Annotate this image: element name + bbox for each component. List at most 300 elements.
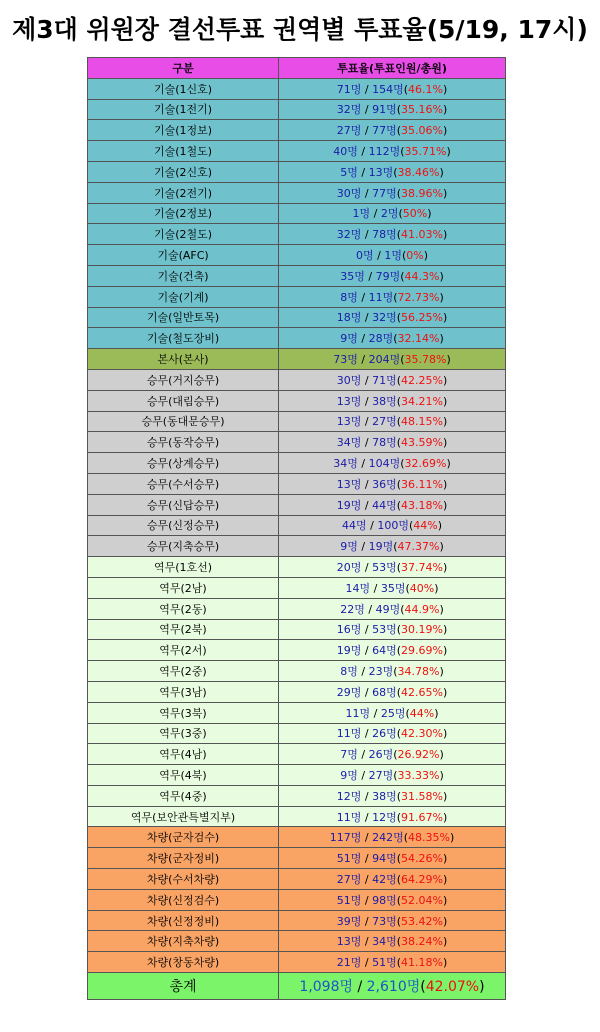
- total-count: 53명: [372, 561, 397, 575]
- total-count: 11명: [368, 290, 394, 304]
- paren-close: ): [439, 269, 444, 283]
- separator: /: [370, 706, 381, 720]
- voted-count: 8명: [340, 665, 358, 678]
- row-category: 기술(기계): [88, 286, 279, 307]
- paren-close: ): [439, 602, 444, 616]
- row-turnout: [279, 640, 506, 661]
- voted-count: 11명: [336, 727, 362, 741]
- voted-count: 14명: [345, 581, 371, 595]
- paren-open: (: [396, 394, 401, 408]
- turnout-rate: 42.25%: [401, 373, 443, 387]
- turnout-rate: 32.14%: [397, 332, 440, 346]
- table-row: [88, 307, 506, 328]
- table-row: [88, 99, 506, 120]
- row-turnout: [279, 577, 506, 598]
- table-row: [88, 182, 506, 203]
- row-turnout: [279, 598, 506, 619]
- table-row: [88, 120, 506, 141]
- paren-open: (: [393, 540, 398, 554]
- row-turnout: [279, 661, 506, 682]
- row-turnout: [279, 952, 506, 973]
- table-header-row: [88, 58, 506, 79]
- total-count: 73명: [372, 914, 397, 928]
- table-row: [88, 349, 506, 370]
- row-turnout: [279, 827, 506, 848]
- page-title: 제3대 위원장 결선투표 권역별 투표율(5/19, 17시): [12, 15, 588, 44]
- paren-close: ): [446, 145, 451, 159]
- separator: /: [361, 789, 373, 803]
- paren-open: (: [396, 498, 401, 512]
- row-category: 차량(군자검수): [88, 827, 279, 848]
- row-category: 역무(2동): [88, 598, 279, 619]
- row-turnout: [279, 411, 506, 432]
- row-category: 역무(2북): [88, 619, 279, 640]
- row-category: 기술(건축): [88, 265, 279, 286]
- total-count: 53명: [372, 623, 397, 637]
- total-count: 79명: [375, 269, 401, 283]
- row-turnout: [279, 286, 506, 307]
- table-row: [88, 577, 506, 598]
- paren-open: (: [396, 789, 401, 803]
- row-turnout: [279, 182, 506, 203]
- voted-count: 35명: [340, 269, 365, 283]
- turnout-rate: 43.18%: [401, 498, 443, 512]
- voted-count: 30명: [336, 373, 362, 387]
- table-row: [88, 328, 506, 349]
- turnout-rate: 91.67%: [401, 810, 443, 824]
- turnout-rate: 44.3%: [404, 269, 440, 283]
- table-row: [88, 141, 506, 162]
- table-body: [88, 78, 506, 999]
- separator: /: [361, 124, 373, 138]
- row-turnout: [279, 702, 506, 723]
- table-row: [88, 869, 506, 890]
- paren-open: (: [405, 581, 410, 595]
- separator: /: [366, 519, 378, 533]
- voted-count: 11명: [345, 706, 371, 720]
- paren-open: (: [400, 353, 405, 367]
- separator: /: [357, 665, 369, 678]
- turnout-rate: 40%: [409, 581, 435, 595]
- total-label: 총계: [88, 973, 279, 1000]
- row-turnout: [279, 120, 506, 141]
- table-row: [88, 473, 506, 494]
- separator: /: [361, 893, 373, 907]
- voted-count: 32명: [336, 103, 362, 117]
- row-category: 기술(2철도): [88, 224, 279, 245]
- table-row: [88, 161, 506, 182]
- row-category: 차량(지축차량): [88, 931, 279, 952]
- row-turnout: [279, 224, 506, 245]
- total-count: 25명: [380, 706, 406, 720]
- table-row: [88, 369, 506, 390]
- paren-close: ): [442, 623, 448, 637]
- paren-close: ): [442, 228, 448, 242]
- paren-close: ): [442, 561, 448, 575]
- paren-open: (: [396, 103, 401, 117]
- separator: /: [370, 207, 381, 221]
- total-count: 204명: [368, 353, 401, 367]
- row-category: 승무(거지승무): [88, 369, 279, 390]
- total-count: 71명: [372, 373, 397, 387]
- voted-count: 12명: [336, 789, 362, 803]
- row-category: 차량(수서차량): [88, 869, 279, 890]
- row-category: 승무(수서승무): [88, 473, 279, 494]
- turnout-rate: 72.73%: [397, 290, 440, 304]
- turnout-rate: 38.96%: [401, 186, 443, 200]
- voted-count: 40명: [333, 145, 358, 159]
- paren-close: ): [442, 394, 448, 408]
- separator: /: [361, 852, 373, 866]
- row-turnout: [279, 869, 506, 890]
- paren-open: (: [400, 269, 405, 283]
- voted-count: 18명: [336, 311, 362, 325]
- voted-count: 5명: [340, 165, 358, 179]
- row-turnout: [279, 536, 506, 557]
- table-row: [88, 411, 506, 432]
- separator: /: [361, 623, 373, 637]
- row-category: 기술(일반토목): [88, 307, 279, 328]
- paren-close: ): [442, 893, 448, 907]
- total-count: 27명: [368, 768, 394, 782]
- row-turnout: [279, 723, 506, 744]
- paren-close: ): [437, 519, 442, 533]
- row-turnout: [279, 619, 506, 640]
- paren-close: ): [439, 665, 444, 678]
- total-count: 112명: [368, 145, 401, 159]
- paren-open: (: [396, 477, 401, 491]
- separator: /: [361, 436, 373, 450]
- separator: /: [357, 145, 369, 159]
- paren-open: (: [396, 810, 401, 824]
- row-category: 차량(창동차량): [88, 952, 279, 973]
- separator: /: [361, 644, 373, 658]
- separator: /: [353, 979, 367, 996]
- separator: /: [357, 768, 369, 782]
- table-row: [88, 702, 506, 723]
- turnout-rate: 38.46%: [397, 165, 440, 179]
- paren-open: (: [396, 893, 401, 907]
- paren-close: ): [439, 768, 444, 782]
- total-count: 42명: [372, 872, 397, 886]
- separator: /: [357, 748, 369, 762]
- row-category: 기술(1전기): [88, 99, 279, 120]
- paren-close: ): [446, 457, 451, 471]
- paren-close: ): [442, 477, 448, 491]
- total-count: 98명: [372, 893, 397, 907]
- total-count: 104명: [368, 457, 401, 471]
- row-category: 승무(신정승무): [88, 515, 279, 536]
- table-row: [88, 931, 506, 952]
- voted-count: 117명: [329, 831, 362, 845]
- row-turnout: [279, 848, 506, 869]
- paren-close: ): [434, 581, 439, 595]
- row-turnout: [279, 161, 506, 182]
- turnout-rate: 30.19%: [401, 623, 443, 637]
- paren-open: (: [396, 644, 401, 658]
- paren-close: ): [439, 332, 444, 346]
- table-row: [88, 224, 506, 245]
- paren-close: ): [434, 706, 439, 720]
- turnout-table: [87, 57, 506, 1000]
- row-category: 역무(3북): [88, 702, 279, 723]
- turnout-rate: 26.92%: [397, 748, 440, 762]
- voted-count: 13명: [336, 477, 362, 491]
- paren-close: ): [442, 644, 448, 658]
- turnout-rate: 37.74%: [401, 561, 443, 575]
- separator: /: [357, 540, 369, 554]
- paren-open: (: [396, 373, 401, 387]
- paren-close: ): [442, 685, 448, 699]
- separator: /: [361, 373, 373, 387]
- row-turnout: [279, 453, 506, 474]
- total-member-count: 2,610명: [366, 979, 421, 996]
- row-turnout: [279, 203, 506, 224]
- voted-count: 34명: [333, 457, 358, 471]
- total-count: 23명: [368, 665, 394, 678]
- voted-count: 7명: [340, 748, 358, 762]
- row-category: 역무(1호선): [88, 557, 279, 578]
- row-turnout: [279, 245, 506, 266]
- voted-count: 19명: [336, 644, 362, 658]
- paren-open: (: [408, 519, 414, 533]
- row-turnout: [279, 785, 506, 806]
- header-category: 구분: [88, 58, 279, 79]
- paren-close: ): [442, 124, 448, 138]
- separator: /: [364, 602, 376, 616]
- paren-close: ): [442, 82, 448, 96]
- table-row: [88, 203, 506, 224]
- table-row: [88, 827, 506, 848]
- voted-count: 0명: [356, 249, 374, 263]
- total-count: 13명: [368, 165, 394, 179]
- separator: /: [361, 228, 373, 242]
- total-count: 64명: [372, 644, 397, 658]
- table-row: [88, 390, 506, 411]
- separator: /: [361, 394, 373, 408]
- paren-open: (: [396, 623, 401, 637]
- turnout-rate: 48.35%: [408, 831, 450, 845]
- turnout-rate: 42.65%: [401, 685, 443, 699]
- paren-close: ): [442, 956, 448, 970]
- paren-open: (: [403, 82, 408, 96]
- row-turnout: [279, 78, 506, 99]
- voted-count: 44명: [342, 519, 367, 533]
- voted-count: 13명: [336, 935, 362, 949]
- row-turnout: [279, 744, 506, 765]
- total-count: 78명: [372, 228, 397, 242]
- row-turnout: [279, 931, 506, 952]
- total-count: 94명: [372, 852, 397, 866]
- separator: /: [357, 457, 369, 471]
- voted-count: 11명: [336, 810, 362, 824]
- row-turnout: [279, 390, 506, 411]
- separator: /: [361, 103, 373, 117]
- turnout-rate: 48.15%: [401, 415, 443, 429]
- voted-count: 19명: [336, 498, 362, 512]
- total-count: 26명: [368, 748, 394, 762]
- table-row: [88, 286, 506, 307]
- turnout-rate: 64.29%: [401, 872, 443, 886]
- row-turnout: [279, 369, 506, 390]
- table-row: [88, 910, 506, 931]
- voted-count: 13명: [336, 394, 362, 408]
- paren-open: (: [393, 748, 398, 762]
- separator: /: [361, 561, 373, 575]
- paren-open: (: [393, 665, 398, 678]
- paren-open: (: [396, 685, 401, 699]
- total-turnout-rate: 42.07%: [425, 979, 480, 996]
- row-turnout: [279, 328, 506, 349]
- voted-count: 51명: [336, 852, 362, 866]
- paren-open: (: [403, 831, 408, 845]
- turnout-rate: 50%: [402, 207, 428, 221]
- paren-close: ): [427, 207, 432, 221]
- paren-close: ): [439, 165, 444, 179]
- total-count: 242명: [372, 831, 404, 845]
- table-row: [88, 557, 506, 578]
- total-count: 36명: [372, 477, 397, 491]
- total-count: 12명: [372, 810, 397, 824]
- total-count: 35명: [380, 581, 406, 595]
- row-category: 기술(1신호): [88, 78, 279, 99]
- separator: /: [361, 415, 373, 429]
- voted-count: 27명: [336, 872, 362, 886]
- total-count: 38명: [372, 789, 397, 803]
- row-category: 승무(동대문승무): [88, 411, 279, 432]
- paren-open: (: [393, 165, 398, 179]
- paren-open: (: [396, 956, 401, 970]
- table-row: [88, 889, 506, 910]
- paren-open: (: [393, 332, 398, 346]
- paren-open: (: [393, 290, 398, 304]
- total-count: 100명: [377, 519, 409, 533]
- total-count: 2명: [380, 207, 399, 221]
- paren-open: (: [400, 602, 405, 616]
- voted-count: 30명: [336, 186, 362, 200]
- row-category: 승무(지축승무): [88, 536, 279, 557]
- total-count: 19명: [368, 540, 394, 554]
- table-row: [88, 681, 506, 702]
- table-row: [88, 640, 506, 661]
- turnout-rate: 56.25%: [401, 311, 443, 325]
- paren-open: (: [401, 249, 407, 263]
- paren-open: (: [396, 124, 401, 138]
- row-turnout: [279, 515, 506, 536]
- row-turnout: [279, 910, 506, 931]
- separator: /: [361, 311, 373, 325]
- voted-count: 21명: [336, 956, 362, 970]
- total-turnout: [279, 973, 506, 1000]
- separator: /: [357, 353, 369, 367]
- voted-count: 73명: [333, 353, 358, 367]
- turnout-rate: 41.18%: [401, 956, 443, 970]
- paren-open: (: [396, 415, 401, 429]
- turnout-rate: 41.03%: [401, 228, 443, 242]
- paren-close: ): [442, 935, 448, 949]
- row-category: 기술(2전기): [88, 182, 279, 203]
- row-category: 기술(AFC): [88, 245, 279, 266]
- voted-count: 9명: [340, 540, 358, 554]
- header-turnout: 투표율(투표인원/총원): [279, 58, 506, 79]
- voted-count: 9명: [340, 768, 358, 782]
- turnout-rate: 44%: [409, 706, 435, 720]
- table-row: [88, 453, 506, 474]
- row-category: 기술(2신호): [88, 161, 279, 182]
- separator: /: [364, 269, 376, 283]
- paren-close: ): [442, 789, 448, 803]
- row-category: 역무(3중): [88, 723, 279, 744]
- total-count: 28명: [368, 332, 394, 346]
- table-row: [88, 744, 506, 765]
- turnout-rate: 35.06%: [401, 124, 443, 138]
- row-turnout: [279, 99, 506, 120]
- turnout-rate: 52.04%: [401, 893, 443, 907]
- paren-close: ): [442, 498, 448, 512]
- voted-count: 71명: [336, 82, 362, 96]
- total-count: 77명: [372, 124, 397, 138]
- paren-open: (: [396, 935, 401, 949]
- row-turnout: [279, 307, 506, 328]
- separator: /: [361, 685, 373, 699]
- table-row: [88, 494, 506, 515]
- voted-count: 16명: [336, 623, 362, 637]
- total-count: 27명: [372, 415, 397, 429]
- table-row: [88, 619, 506, 640]
- turnout-rate: 33.33%: [397, 768, 440, 782]
- turnout-rate: 46.1%: [408, 82, 443, 96]
- table-row: [88, 598, 506, 619]
- separator: /: [357, 165, 369, 179]
- row-category: 승무(신답승무): [88, 494, 279, 515]
- separator: /: [361, 872, 373, 886]
- separator: /: [370, 581, 381, 595]
- paren-close: ): [439, 748, 444, 762]
- separator: /: [361, 82, 373, 96]
- voted-count: 13명: [336, 415, 362, 429]
- total-count: 77명: [372, 186, 397, 200]
- voted-count: 51명: [336, 893, 362, 907]
- total-count: 44명: [372, 498, 397, 512]
- turnout-rate: 42.30%: [401, 727, 443, 741]
- row-turnout: [279, 494, 506, 515]
- paren-open: (: [396, 311, 401, 325]
- turnout-rate: 43.59%: [401, 436, 443, 450]
- row-category: 승무(상계승무): [88, 453, 279, 474]
- total-count: 38명: [372, 394, 397, 408]
- separator: /: [373, 249, 385, 263]
- row-category: 차량(신정검수): [88, 889, 279, 910]
- voted-count: 29명: [336, 685, 362, 699]
- paren-close: ): [439, 540, 444, 554]
- row-turnout: [279, 681, 506, 702]
- row-category: 역무(2서): [88, 640, 279, 661]
- paren-open: (: [396, 186, 401, 200]
- separator: /: [361, 935, 373, 949]
- row-category: 기술(1정보): [88, 120, 279, 141]
- turnout-rate: 36.11%: [401, 477, 443, 491]
- row-category: 역무(4남): [88, 744, 279, 765]
- row-turnout: [279, 806, 506, 827]
- table-row: [88, 661, 506, 682]
- separator: /: [361, 477, 373, 491]
- separator: /: [361, 498, 373, 512]
- row-turnout: [279, 349, 506, 370]
- paren-open: (: [420, 979, 426, 996]
- total-count: 91명: [372, 103, 397, 117]
- paren-open: (: [396, 561, 401, 575]
- paren-close: ): [442, 852, 448, 866]
